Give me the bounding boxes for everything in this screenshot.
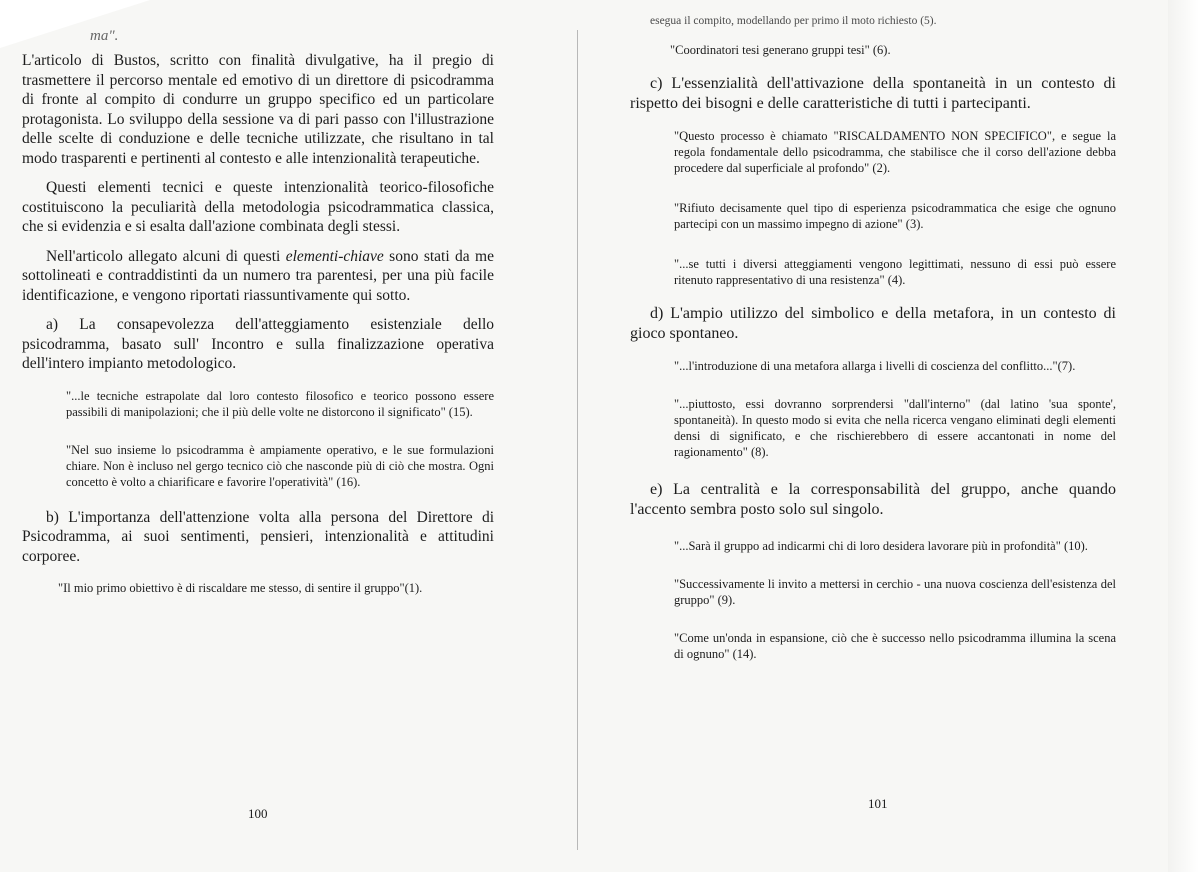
quote-e1: "...Sarà il gruppo ad indicarmi chi di loro desidera lavorare più in profondità" (10).: [674, 539, 1088, 553]
quote-top: "Coordinatori tesi generano gruppi tesi" (6).: [670, 43, 891, 57]
paragraph-elements: Questi elementi tecnici e queste intenzionalità teorico-filosofiche costituiscono la peculiarità della metodologia psicodrammatica classica, che si evidenzia e si esalta dall'azione combinata degli stessi.: [22, 179, 494, 235]
quote-e2: "Successivamente li invito a mettersi in cerchio - una nuova coscienza dell'esistenza del gruppo" (9).: [674, 577, 1116, 607]
p3-after: sono stati da me sottolineati e contraddistinti da un numero tra parentesi, per una più facile identificazione, e vengono riportati riassuntivamente qui sotto.: [22, 247, 494, 304]
right-top-fragment: esegua il compito, modellando per primo il moto richiesto (5).: [650, 15, 937, 27]
quote-b1: "Il mio primo obiettivo è di riscaldare me stesso, di sentire il gruppo"(1).: [58, 581, 423, 595]
quote-d2: "...piuttosto, essi dovranno sorprendersi "dall'interno" (dal latino 'sua sponte', spontaneità). In questo modo si evita che nella ricerca vengano eliminati degli elementi densi di significato, e che rischierebbero di essere accantonati in nome del ragionamento" (8).: [674, 397, 1116, 459]
left-top-fragment: ma".: [90, 28, 119, 44]
quote-c2: "Rifiuto decisamente quel tipo di esperienza psicodrammatica che esige che ognuno partecipi con un massimo impegno di azione" (3).: [674, 201, 1116, 231]
paragraph-bustos: L'articolo di Bustos, scritto con finalità divulgative, ha il pregio di trasmettere il percorso mentale ed emotivo di un direttore di psicodramma di fronte al compito di condurre un gruppo specifico ed un particolare protagonista. Lo sviluppo della sessione va di pari passo con l'illustrazione delle scelte di conduzione e delle tecniche utilizzate, che risultano in tal modo trasparenti e pertinenti al contesto e alle intenzionalità terapeutiche.: [22, 52, 494, 167]
quote-d1: "...l'introduzione di una metafora allarga i livelli di coscienza del conflitto..."(7).: [674, 359, 1076, 373]
p3-emphasis: elementi-chiave: [285, 247, 384, 265]
p3-before: Nell'articolo allegato alcuni di questi: [46, 247, 286, 265]
quote-a2: "Nel suo insieme lo psicodramma è ampiamente operativo, e le sue formulazioni chiare. Non è incluso nel gergo tecnico ciò che nasconde più di ciò che mostra. Ogni concetto è volto a chiarificare e favorire l'operatività" (16).: [66, 442, 494, 489]
quote-e3: "Come un'onda in espansione, ciò che è successo nello psicodramma illumina la scena di ognuno" (14).: [674, 631, 1116, 661]
quote-a1: "...le tecniche estrapolate dal loro contesto filosofico e teorico possono essere passibili di manipolazioni; che il più delle volte ne distorcono il significato" (15).: [66, 388, 494, 419]
left-page: [22, 28, 494, 848]
quote-c3: "...se tutti i diversi atteggiamenti vengono legittimati, nessuno di essi può essere ritenuto rappresentativo di una resistenza" (4).: [674, 257, 1116, 287]
point-a: a) La consapevolezza dell'atteggiamento esistenziale dello psicodramma, basato sull' Incontro e sulla finalizzazione operativa dell'intero impianto metodologico.: [22, 316, 494, 372]
point-c: c) L'essenzialità dell'attivazione della spontaneità in un contesto di rispetto dei bisogni e delle caratteristiche di tutti i partecipanti.: [630, 75, 1116, 112]
point-e: e) La centralità e la corresponsabilità del gruppo, anche quando l'accento sembra posto solo sul singolo.: [630, 481, 1116, 518]
right-page: [630, 14, 1116, 854]
page-number-left: 100: [248, 806, 268, 821]
point-d: d) L'ampio utilizzo del simbolico e della metafora, in un contesto di gioco spontaneo.: [630, 305, 1116, 342]
paragraph-key-elements: [22, 247, 494, 306]
book-gutter: [577, 30, 578, 850]
point-b: b) L'importanza dell'attenzione volta alla persona del Direttore di Psicodramma, ai suoi sentimenti, pensieri, intenzionalità e attitudini corporee.: [22, 508, 494, 565]
page-number-right: 101: [868, 796, 888, 811]
quote-c1: "Questo processo è chiamato "RISCALDAMENTO NON SPECIFICO", e segue la regola fondamentale dello psicodramma, che stabilisce che il corso dell'azione debba procedere dal superficiale al profondo" (2).: [674, 129, 1116, 175]
page-edge: [1168, 0, 1199, 872]
